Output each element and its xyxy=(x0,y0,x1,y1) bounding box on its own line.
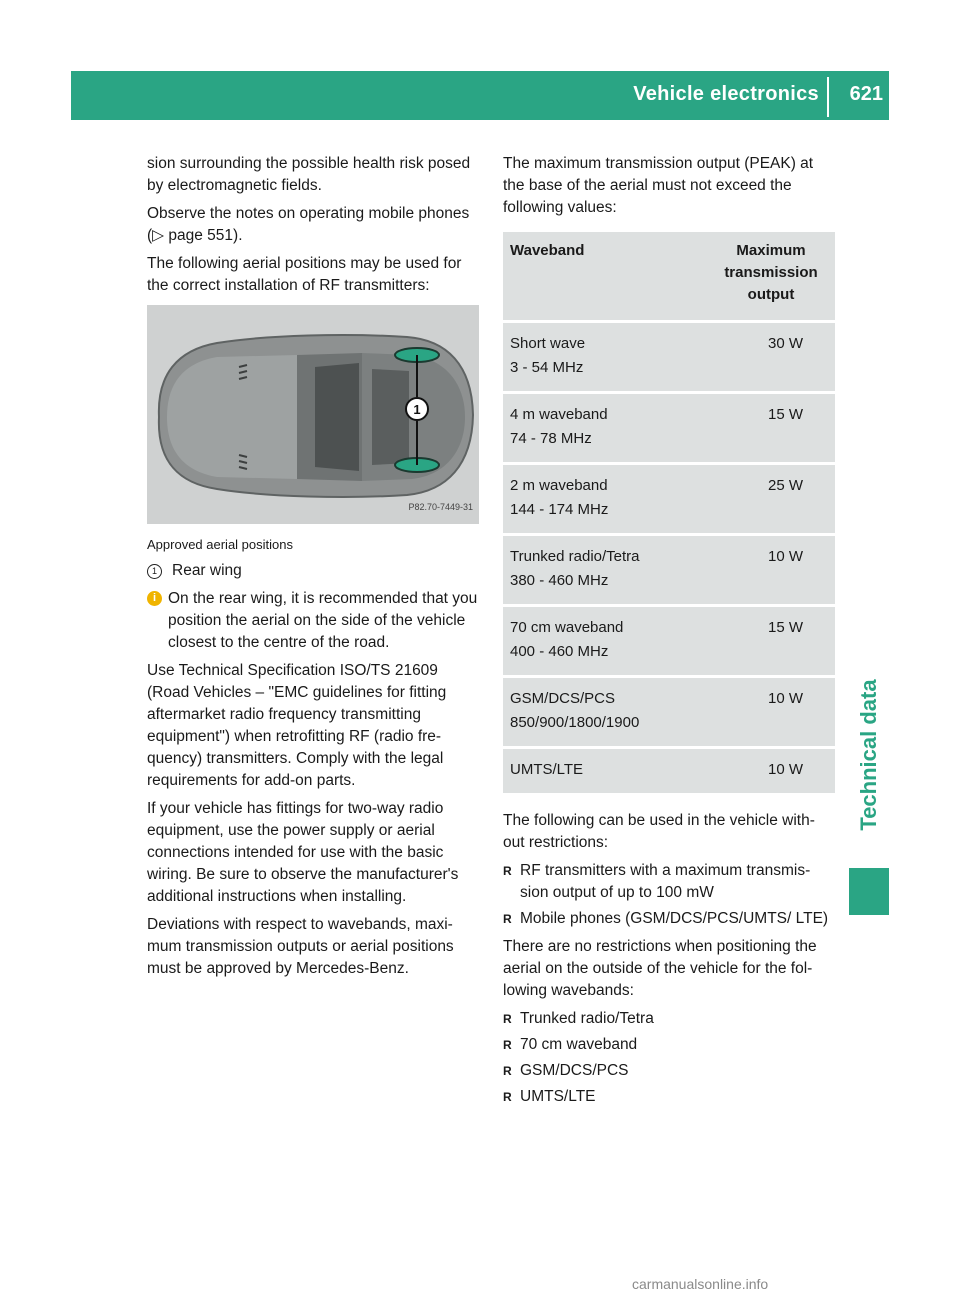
header-waveband: Waveband xyxy=(503,232,707,320)
output-cell: 10 W xyxy=(707,678,835,746)
car-bonnet xyxy=(167,355,297,479)
waveband-name: 4 m waveband xyxy=(510,406,608,423)
waveband-name: 70 cm waveband xyxy=(510,619,624,636)
output-cell: 25 W xyxy=(707,465,835,533)
side-tab xyxy=(849,640,889,870)
list-item: R GSM/DCS/PCS xyxy=(503,1060,835,1082)
table-row xyxy=(503,749,835,793)
paragraph: If your vehicle has fittings for two-way radio equipment, use the power supply or aerial connections intended for use with the basic wiring. Be sure to observe the manufacturer's additional instructions when installing. xyxy=(147,800,459,905)
paragraph: Deviations with respect to wavebands, maxi-mum transmission outputs or aerial positions must be approved by Mercedes-Benz. xyxy=(147,916,454,977)
waveband-cell xyxy=(503,607,707,675)
waveband-range: 144 - 174 MHz xyxy=(510,501,609,518)
waveband-name: Short wave xyxy=(510,335,586,352)
transmission-output-table xyxy=(503,229,835,796)
table-row xyxy=(503,536,835,604)
section-title: Vehicle electronics xyxy=(633,83,819,105)
list-item: R 70 cm waveband xyxy=(503,1034,835,1056)
list-item: R RF transmitters with a maximum transmis-sion output of up to 100 mW xyxy=(503,860,835,904)
output-cell: 15 W xyxy=(707,394,835,462)
page-number: 621 xyxy=(849,83,883,105)
waveband-name: 2 m waveband xyxy=(510,477,608,494)
paragraph: Use Technical Specification ISO/TS 21609 (Road Vehicles – "EMC guidelines for fitting aftermarket radio frequency transmitting equipment") when retrofitting RF (radio fre-quency) transmitters. Comply with the legal requirements for add-on parts. xyxy=(147,662,447,789)
waveband-cell xyxy=(503,678,707,746)
paragraph: The following can be used in the vehicle with-out restrictions: xyxy=(503,812,815,851)
callout-number: 1 xyxy=(413,402,421,417)
figure-caption: Approved aerial positions xyxy=(147,537,293,552)
waveband-range: 400 - 460 MHz xyxy=(510,643,609,660)
waveband-range: 74 - 78 MHz xyxy=(510,430,592,447)
output-cell: 10 W xyxy=(707,536,835,604)
paragraph-page-reference: Observe the notes on operating mobile phones (▷ page 551). xyxy=(147,205,470,244)
waveband-name: UMTS/LTE xyxy=(510,761,584,778)
output-cell: 10 W xyxy=(707,749,835,793)
list-item: R Trunked radio/Tetra xyxy=(503,1008,835,1030)
waveband-range: 380 - 460 MHz xyxy=(510,572,609,589)
table-row xyxy=(503,323,835,391)
note-text: On the rear wing, it is recommended that you position the aerial on the side of the vehicle closest to the centre of the road. xyxy=(168,590,478,651)
waveband-cell xyxy=(503,536,707,604)
table-header-row xyxy=(503,232,835,320)
figure-code: P82.70-7449-31 xyxy=(408,502,473,512)
output-cell: 15 W xyxy=(707,607,835,675)
waveband-cell xyxy=(503,749,707,793)
waveband-name: GSM/DCS/PCS xyxy=(510,690,616,707)
figure-legend xyxy=(147,560,481,582)
car-top-view-illustration xyxy=(147,305,479,524)
paragraph: sion surrounding the possible health risk posed by electromagnetic fields. xyxy=(147,155,471,194)
waveband-cell xyxy=(503,394,707,462)
info-note xyxy=(147,588,481,654)
car-boot xyxy=(372,369,409,465)
car-cabin xyxy=(315,363,359,471)
paragraph: The following aerial positions may be used for the correct installation of RF transmitters: xyxy=(147,255,462,294)
left-column xyxy=(147,153,481,986)
table-row xyxy=(503,465,835,533)
watermark: carmanualsonline.info xyxy=(632,1276,769,1292)
header-bar xyxy=(71,71,889,120)
side-tab-marker xyxy=(849,868,889,915)
bullet-list xyxy=(503,860,835,930)
list-item: R UMTS/LTE xyxy=(503,1086,835,1108)
table-row xyxy=(503,607,835,675)
waveband-cell xyxy=(503,465,707,533)
list-item: R Mobile phones (GSM/DCS/PCS/UMTS/ LTE) xyxy=(503,908,835,930)
waveband-name: Trunked radio/Tetra xyxy=(510,548,640,565)
bullet-list xyxy=(503,1008,835,1108)
right-column xyxy=(503,153,835,1114)
waveband-range: 850/900/1800/1900 xyxy=(510,714,640,731)
info-icon: i xyxy=(147,591,162,606)
paragraph: There are no restrictions when positioning the aerial on the outside of the vehicle for the fol-lowing wavebands: xyxy=(503,938,817,999)
car-aerial-figure xyxy=(147,305,479,524)
header-max-output: Maximum transmission output xyxy=(707,232,835,320)
waveband-range: 3 - 54 MHz xyxy=(510,359,584,376)
table-row xyxy=(503,394,835,462)
legend-label: Rear wing xyxy=(172,562,242,579)
waveband-cell xyxy=(503,323,707,391)
paragraph: The maximum transmission output (PEAK) at the base of the aerial must not exceed the following values: xyxy=(503,155,814,216)
table-row xyxy=(503,678,835,746)
header-divider xyxy=(827,77,829,117)
output-cell: 30 W xyxy=(707,323,835,391)
side-tab-label: Technical data xyxy=(856,679,881,831)
legend-number-icon: 1 xyxy=(147,564,162,579)
